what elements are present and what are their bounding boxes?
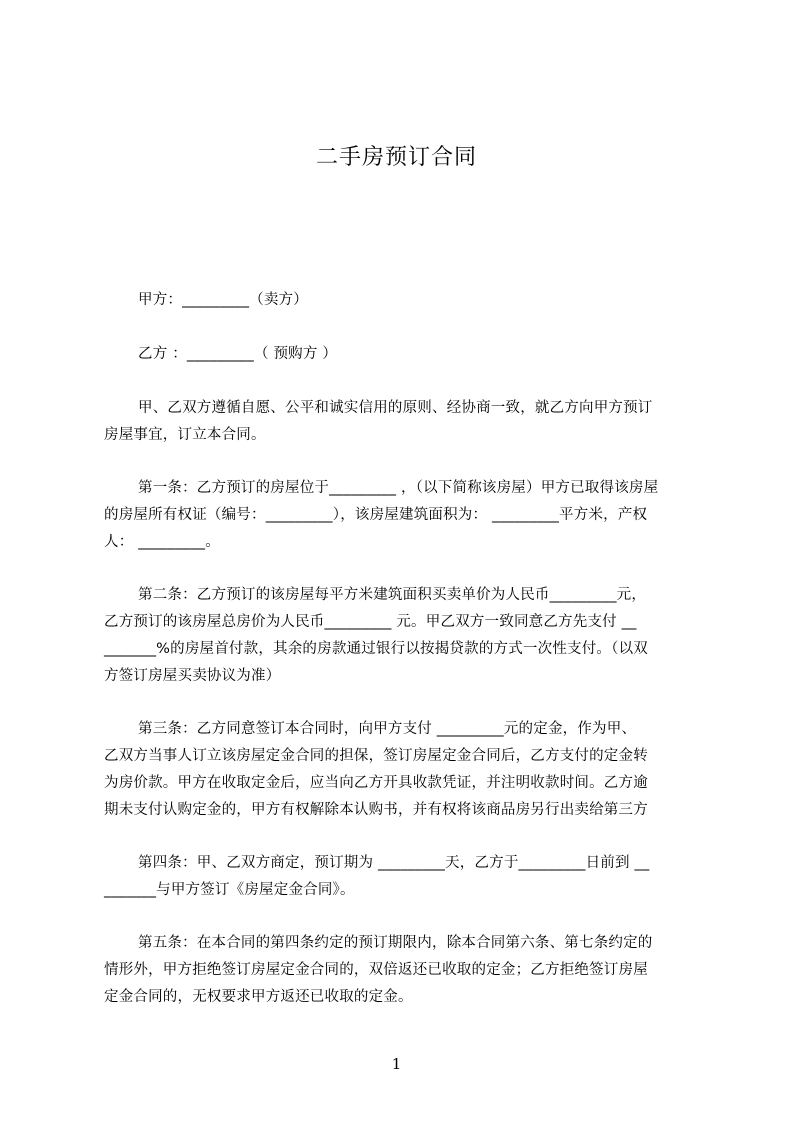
article-5-line-3: 定金合同的，无权要求甲方返还已收取的定金。 xyxy=(104,989,413,1005)
document-title: 二手房预订合同 xyxy=(315,145,477,170)
article-5-line-2: 情形外，甲方拒绝签订房屋定金合同的，双倍返还已收取的定金；乙方拒绝签订房屋 xyxy=(104,962,648,978)
article-1-line-1: 第一条：乙方预订的房屋位于_________ ，（以下简称该房屋）甲方已取得该房屋 xyxy=(138,480,659,496)
article-1-line-2: 的房屋所有权证（编号：_________），该房屋建筑面积为： _________平方米，产权 xyxy=(104,507,648,523)
article-1-line-3: 人： _________。 xyxy=(104,534,220,550)
party-b-line: 乙方 ：_________（ 预购方 ） xyxy=(138,346,338,362)
article-3-line-2: 乙双方当事人订立该房屋定金合同的担保，签订房屋定金合同后，乙方支付的定金转 xyxy=(104,748,648,764)
article-2-line-3: _______%的房屋首付款，其余的房款通过银行以按揭贷款的方式一次性支付。（以双 xyxy=(104,641,648,657)
party-a-line: 甲方：_________（卖方） xyxy=(138,292,308,308)
article-2-line-2: 乙方预订的该房屋总房价为人民币_________ 元。甲乙双方一致同意乙方先支付 __ xyxy=(104,614,637,630)
article-3-line-1: 第三条：乙方同意签订本合同时，向甲方支付 _________元的定金，作为甲、 xyxy=(138,721,637,737)
article-5-line-1: 第五条：在本合同的第四条约定的预订期限内，除本合同第六条、第七条约定的 xyxy=(138,935,653,951)
article-4-line-2: _______与甲方签订《房屋定金合同》。 xyxy=(104,882,355,898)
page-number: 1 xyxy=(391,1055,402,1073)
article-3-line-3: 为房价款。甲方在收取定金后，应当向乙方开具收款凭证，并注明收款时间。乙方逾 xyxy=(104,775,648,791)
article-4-line-1: 第四条：甲、乙双方商定，预订期为 _________天，乙方于_________日前到 __ xyxy=(138,855,650,871)
preamble-line-2: 房屋事宜，订立本合同。 xyxy=(104,427,266,443)
article-3-line-4: 期未支付认购定金的，甲方有权解除本认购书，并有权将该商品房另行出卖给第三方 xyxy=(104,802,648,818)
preamble-line-1: 甲、乙双方遵循自愿、公平和诚实信用的原则、经协商一致，就乙方向甲方预订 xyxy=(138,400,653,416)
article-2-line-1: 第二条：乙方预订的该房屋每平方米建筑面积买卖单价为人民币_________元， xyxy=(138,587,647,603)
article-2-line-4: 方签订房屋买卖协议为准） xyxy=(104,668,281,684)
